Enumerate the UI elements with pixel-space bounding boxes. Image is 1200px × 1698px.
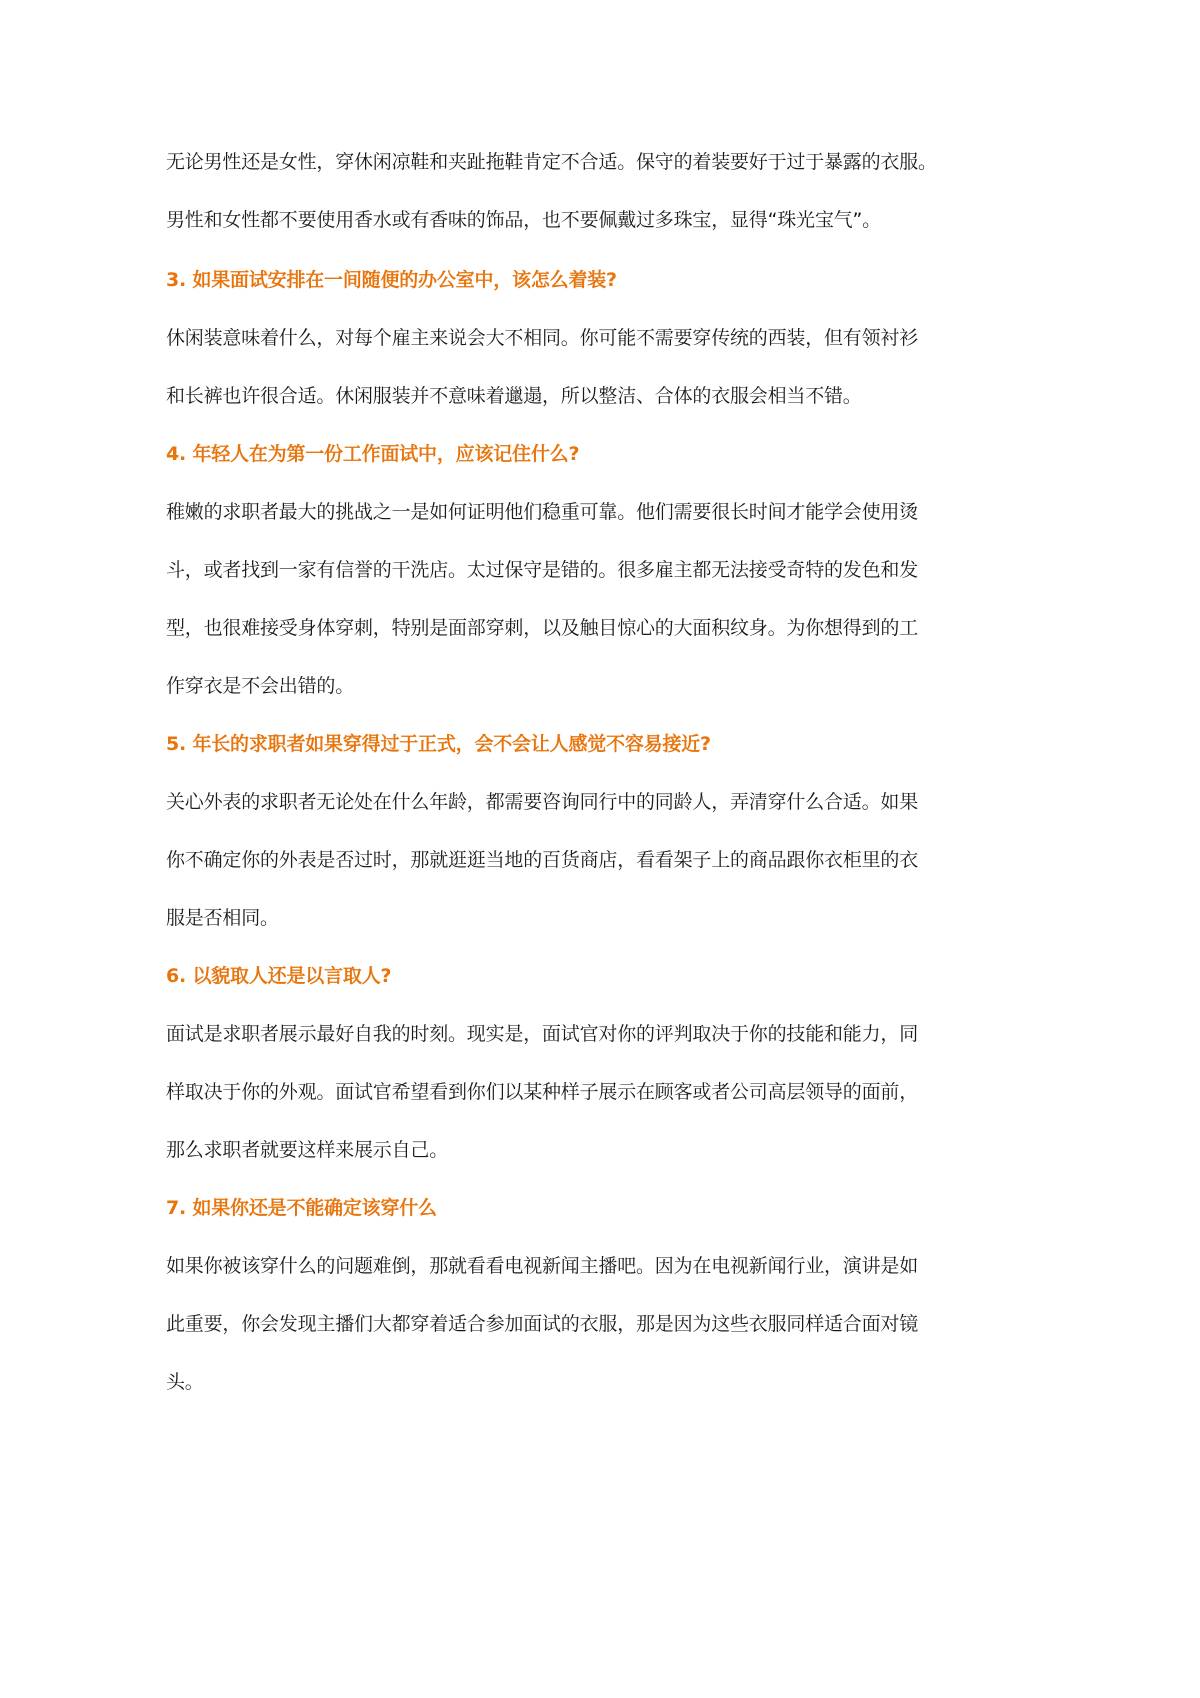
body-text-line: 无论男性还是女性，穿休闲凉鞋和夹趾拖鞋肯定不合适。保守的着装要好于过于暴露的衣服。 bbox=[166, 151, 937, 173]
section-heading: 3. 如果面试安排在一间随便的办公室中，该怎么着装? bbox=[166, 269, 617, 291]
body-text-line: 那么求职者就要这样来展示自己。 bbox=[166, 1139, 449, 1161]
body-text-line: 服是否相同。 bbox=[166, 907, 279, 929]
body-text-line: 休闲装意味着什么，对每个雇主来说会大不相同。你可能不需要穿传统的西装，但有领衬衫 bbox=[166, 327, 919, 349]
body-text-line: 作穿衣是不会出错的。 bbox=[166, 675, 355, 697]
body-text-line: 面试是求职者展示最好自我的时刻。现实是，面试官对你的评判取决于你的技能和能力，同 bbox=[166, 1023, 919, 1045]
body-text-line: 稚嫩的求职者最大的挑战之一是如何证明他们稳重可靠。他们需要很长时间才能学会使用烫 bbox=[166, 501, 919, 523]
body-text-line: 此重要，你会发现主播们大都穿着适合参加面试的衣服，那是因为这些衣服同样适合面对镜 bbox=[166, 1313, 919, 1335]
section-heading: 5. 年长的求职者如果穿得过于正式，会不会让人感觉不容易接近? bbox=[166, 733, 711, 755]
body-text-line: 斗，或者找到一家有信誉的干洗店。太过保守是错的。很多雇主都无法接受奇特的发色和发 bbox=[166, 559, 919, 581]
body-text-line: 男性和女性都不要使用香水或有香味的饰品，也不要佩戴过多珠宝，显得“珠光宝气”。 bbox=[166, 209, 881, 231]
body-text-line: 你不确定你的外表是否过时，那就逛逛当地的百货商店，看看架子上的商品跟你衣柜里的衣 bbox=[166, 849, 919, 871]
body-text-line: 关心外表的求职者无论处在什么年龄，都需要咨询同行中的同龄人，弄清穿什么合适。如果 bbox=[166, 791, 919, 813]
body-text-line: 和长裤也许很合适。休闲服装并不意味着邋遢，所以整洁、合体的衣服会相当不错。 bbox=[166, 385, 862, 407]
body-text-line: 头。 bbox=[166, 1371, 204, 1393]
section-heading: 6. 以貌取人还是以言取人? bbox=[166, 965, 392, 987]
body-text-line: 如果你被该穿什么的问题难倒，那就看看电视新闻主播吧。因为在电视新闻行业，演讲是如 bbox=[166, 1255, 919, 1277]
section-heading: 4. 年轻人在为第一份工作面试中，应该记住什么? bbox=[166, 443, 580, 465]
section-heading: 7. 如果你还是不能确定该穿什么 bbox=[166, 1197, 437, 1219]
body-text-line: 型，也很难接受身体穿刺，特别是面部穿刺，以及触目惊心的大面积纹身。为你想得到的工 bbox=[166, 617, 919, 639]
body-text-line: 样取决于你的外观。面试官希望看到你们以某种样子展示在顾客或者公司高层领导的面前， bbox=[166, 1081, 919, 1103]
